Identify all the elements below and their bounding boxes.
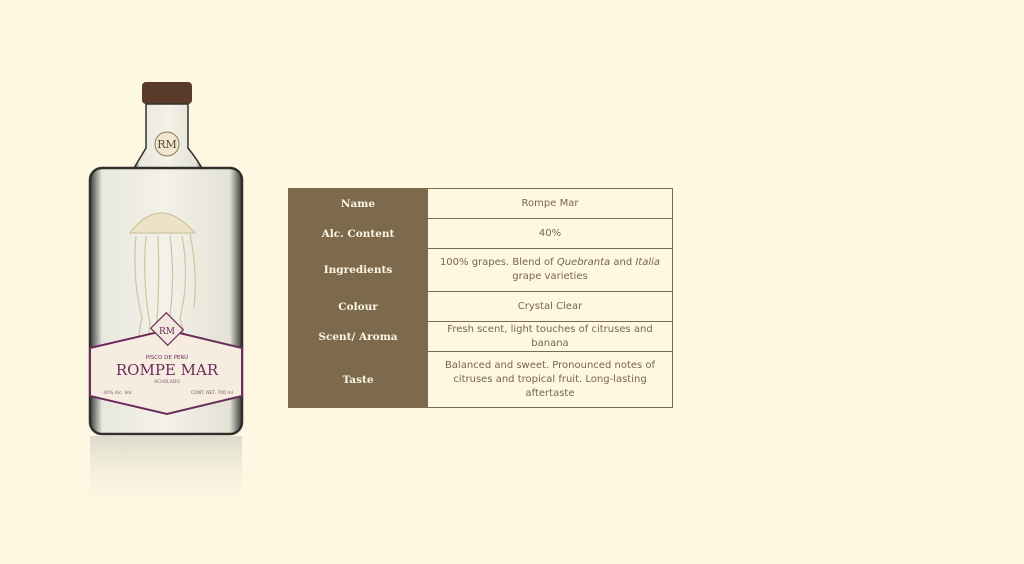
spec-row-taste [289,352,673,408]
spec-label-name: Name [289,189,428,219]
label-brand: ROMPE MAR [115,361,219,379]
label-variety: ACHOLADO [154,380,180,385]
spec-label-ingredients: Ingredients [289,249,428,292]
cork [142,82,192,104]
spec-row-colour [289,292,673,322]
spec-label-scent: Scent/ Aroma [289,322,428,352]
spec-value-taste: Balanced and sweet. Pronounced notes of citruses and tropical fruit. Long-lasting aftertaste [428,352,673,408]
spec-label-alcohol: Alc. Content [289,219,428,249]
spec-value-scent: Fresh scent, light touches of citruses and banana [428,322,673,352]
label-subtitle: PISCO DE PERÚ [145,355,189,361]
spec-value-alcohol: 40% [428,219,673,249]
label-monogram: RM [159,327,175,337]
bottle-illustration [80,78,256,518]
ingredients-joiner: and [610,257,636,268]
spec-row-name [289,189,673,219]
ingredients-variety-1: Quebranta [556,257,611,268]
spec-row-alcohol [289,219,673,249]
ingredients-suffix: grape varieties [512,271,588,282]
spec-label-colour: Colour [289,292,428,322]
ingredients-variety-2: Italia [635,257,661,268]
product-spec-table [288,188,673,408]
spec-value-colour: Crystal Clear [428,292,673,322]
label-abv: 40% Alc. Vol. [103,391,133,396]
spec-value-ingredients [428,249,673,292]
spec-value-name: Rompe Mar [428,189,673,219]
bottle-reflection [90,436,242,516]
ingredients-prefix: 100% grapes. Blend of [439,257,557,268]
product-bottle-image [80,78,256,518]
label-volume: CONT. NET. 700 ml [190,391,234,396]
spec-label-taste: Taste [289,352,428,408]
spec-row-ingredients [289,249,673,292]
spec-row-scent [289,322,673,352]
neck-monogram: RM [157,138,177,151]
